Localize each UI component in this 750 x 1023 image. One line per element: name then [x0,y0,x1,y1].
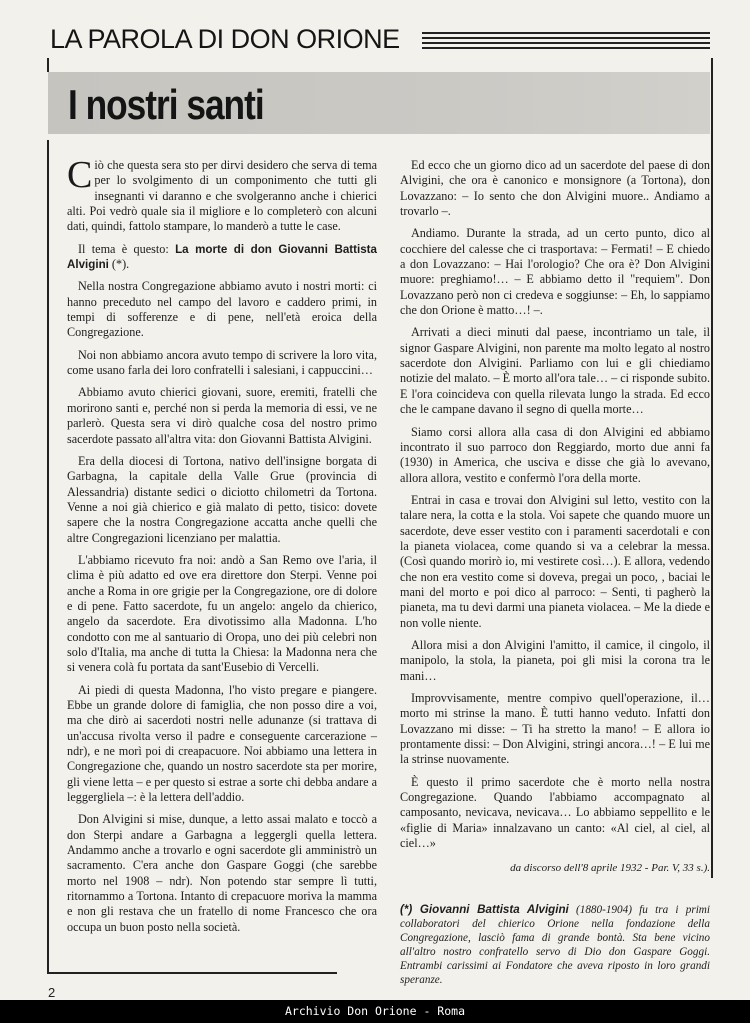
article-column-left [67,154,377,942]
paragraph: Abbiamo avuto chierici giovani, suore, eremiti, fratelli che morirono santi e, perché non si perda la memoria di essi, ve ne parlerò. Questa sera vi dirò qualche cosa del nostro primo sacerdote passato all'altra vita: don Giovanni Battista Alvigini. [67,385,377,446]
paragraph: Entrai in casa e trovai don Alvigini sul letto, vestito con la talare nera, la cotta e la stola. Voi sapete che quando muore un sacerdote, deve esser vestito con i paramenti sacerdotali e con la pianeta violacea, come quando si va a celebrar la messa. (Così quando morirò io, mi vestirete così…). E allora, vedendo che non era vestito come si doveva, pregai un poco, , baciai le mani del morto e poi dico al parroco: – Senti, ti pagherò la pianeta, ma tu devi darmi una pianeta violacea. – Me la diede e non volle niente. [400,492,710,630]
paragraph: Don Alvigini si mise, dunque, a letto assai malato e toccò a don Sterpi andare a Garbagna a leggergli quella lettera. Andammo anche a trovarlo e ogni sacerdote gli amministrò un sacramento. C'era anche don Gaspare Goggi (che sarebbe morto nel 1908 – ndr). Non potendo star sempre lì tutti, ritornammo a Tortona. Intanto di crepacuore moriva la mamma e non gli restava che un fratello di nome Francesco che ora occupa un buon posto nella società. [67,812,377,934]
frame-line-bottom [47,972,337,974]
paragraph: Ai piedi di questa Madonna, l'ho visto pregare e piangere. Ebbe un grande dolore di famiglia, che non posso dire a voi, ma che dirò ai sacerdoti nostri nelle adunanze (si trattava di un'accusa rivolta verso il padre e conseguente carcerazione – ndr), e ne morì poi di creapacuore. Noi abbiamo una lettera in Congregazione che, quando un nostro sacerdote sta per morire, gli viene letta – e per questo si estrae a sorte chi debba andare a leggergliela –: è la lettera dell'addio. [67,682,377,805]
footnote-name: (*) Giovanni Battista Alvigini [400,902,569,916]
source-citation: da discorso dell'8 aprile 1932 - Par. V, 33 s.). [510,862,710,875]
footnote: (*) Giovanni Battista Alvigini (1880-1904) fu tra i primi collaboratori del chierico Orione nella fondazione della Congregazione, lasciò fama di grande bontà. Sta bene vicino all'altro nostro confratello servo di Dio don Gaspare Goggi. Entrambi carissimi ai Fondatore che aveva riposto in loro grandi speranze. [400,902,710,986]
paragraph: Ed ecco che un giorno dico ad un sacerdote del paese di don Alvigini, che ora è canonico e monsignore (a Tortona), don Lovazzano: – Io sento che don Alvigini muore.. Andiamo a trovarlo –. [400,158,710,219]
article-title: I nostri santi [68,81,264,128]
paragraph: Improvvisamente, mentre compivo quell'operazione, il… morto mi strinse la mano. È tutti hanno veduto. Infatti don Lovazzano mi disse: – Ti ha stretto la mano! – E allora io prontamente dissi: – Don Alvigini, stringi ancora…! – E lui me la strinse nuovamente. [400,691,710,767]
archive-label: Archivio Don Orione - Roma [284,1004,465,1018]
paragraph: Arrivati a dieci minuti dal paese, incontriamo un tale, il signor Gaspare Alvigini, non parente ma molto legato al nostro sacerdote don Alvigini. Parliamo con lui e gli chiediamo notizie del malato. – È morto all'ora tale… – ci risponde subito. E l'ora coincideva con quella rilevata lungo la strada. Ed ecco che le campane davano il segno di quella morte… [400,325,710,417]
paragraph: Era della diocesi di Tortona, nativo dell'insigne borgata di Garbagna, la capitale della Valle Grue (provincia di Alessandria) distante sedici o diciotto chilometri da Tortona. Venne a noi già chierico e già malato di petto, tisico: dovete sapere che la nostra Congregazione accatta anche quelli che altre Congregazioni licenziano per malattia. [67,453,377,545]
frame-line-left-top [47,58,49,72]
paragraph: Noi non abbiamo ancora avuto tempo di scrivere la loro vita, come usano farla dei loro confratelli i salesiani, i cappuccini… [67,347,377,378]
paragraph: Allora misi a don Alvigini l'amitto, il camice, il cingolo, il manipolo, la stola, la pianeta, poi gli misi la corona tra le mani… [400,637,710,683]
paragraph: Nella nostra Congregazione abbiamo avuto i nostri morti: ci hanno preceduto nel campo del lavoro e caddero primi, in tempi di sofferenze e di pene, nell'età eroica della Congregazione. [67,279,377,340]
frame-line-right [711,58,713,878]
paragraph: Siamo corsi allora alla casa di don Alvigini ed abbiamo incontrato il suo parroco don Reggiardo, morto due anni fa (1930) in America, che usciva e disse che già lo avevano, allora allora, vestito e confermò l'ora della morte. [400,424,710,485]
section-title: LA PAROLA DI DON ORIONE [50,24,400,54]
article-column-right [400,158,710,994]
header-rule-lines [422,32,710,50]
paragraph: È questo il primo sacerdote che è morto nella nostra Congregazione. Quando l'abbiamo accompagnato al camposanto, nevicava, nevicava… Lo abbiamo seppellito e le «figlie di Maria» innalzavano un canto: «Al ciel, al ciel, al ciel…» [400,774,710,851]
theme-title: La morte di don Giovanni Battista Alvigini [67,242,377,272]
frame-line-left [47,140,49,973]
theme-paragraph: Il tema è questo: La morte di don Giovanni Battista Alvigini (*). [67,241,377,272]
paragraph: Andiamo. Durante la strada, ad un certo punto, dico al cocchiere del calesse che ci trasportava: – Fermati! – E chiedo a don Lovazzano: – Hai l'orologio? Che ora è? Don Alvigini muore: preghiamo!… – E abbiamo detto il "requiem". Don Lovazzano però non ci credeva e soggiunse: – Eh, lo sappiamo che don Orione è matto…! –. [400,226,710,318]
drop-cap: C [67,154,93,196]
page-number: 2 [48,985,56,1000]
paragraph: Ciò che questa sera sto per dirvi desidero che serva di tema per lo svolgimento di un componimento che tutti gli insegnanti vi daranno e che svolgeranno anche i chierici alti. Poi vedrò quale sia il migliore e lo completerò con alcuni dati, quindi, fattolo stampare, lo manderò a tutte le case. [67,154,377,234]
paragraph: L'abbiamo ricevuto fra noi: andò a San Remo ove l'aria, il clima è più adatto ed ove era direttore don Sterpi. Venne poi anche a Roma in ore grigie per la Congregazione, ore di dolore e di pene. Fatto sacerdote, fu un angelo: angelo da chierico, angelo da sacerdote. Era divotissimo alla Madonna. L'ho condotto con me al santuario di Oropa, uno dei più celebri non solo d'Italia, ma anche di tutta la Chiesa: la Madonna nera che si venera colà fu portata da sant'Eusebio di Vercelli. [67,552,377,675]
